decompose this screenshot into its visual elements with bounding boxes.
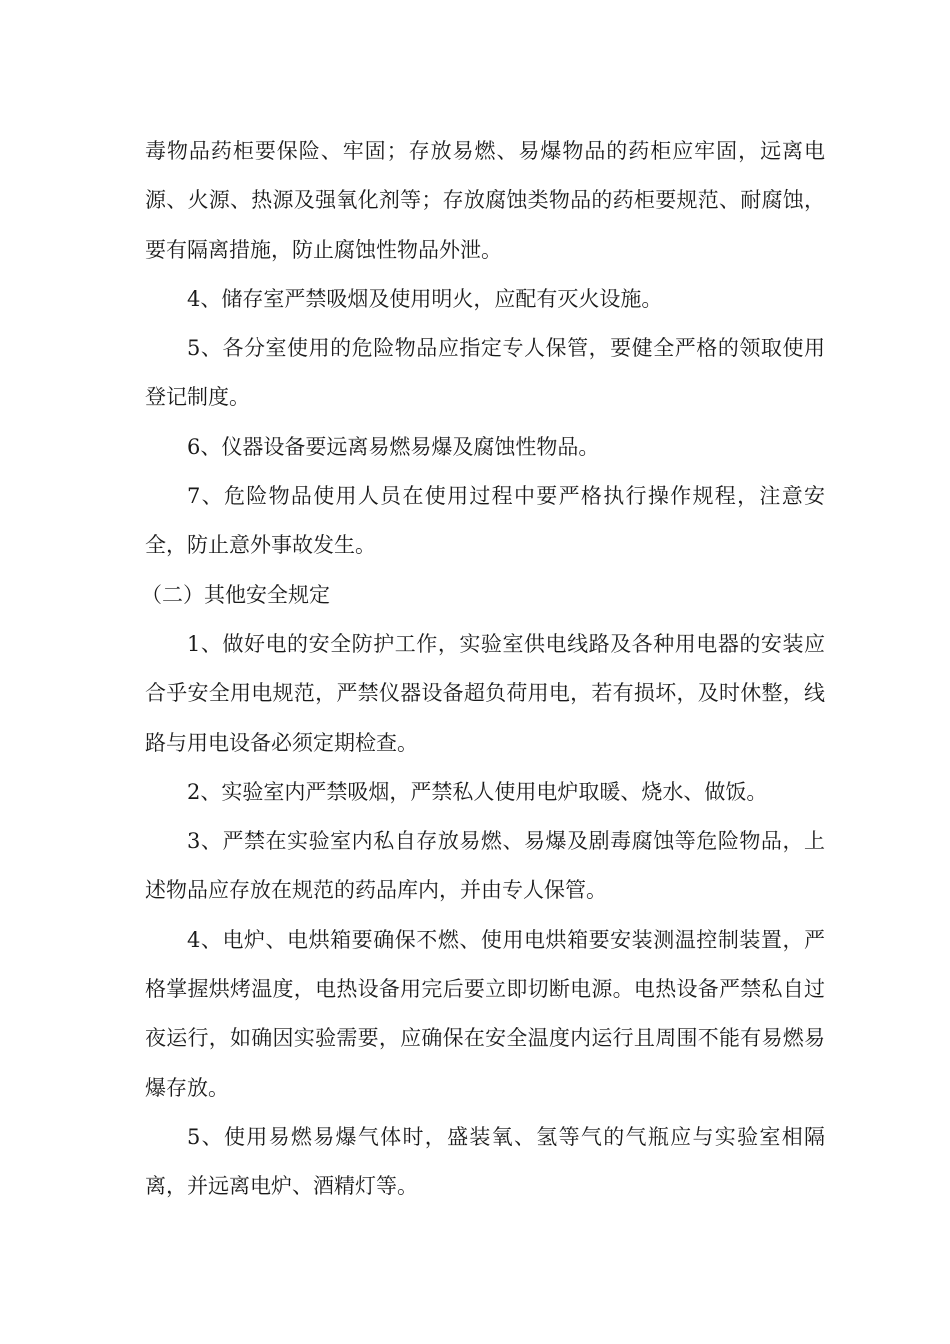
document-body [141, 127, 825, 1212]
section-heading: （二）其他安全规定 [141, 582, 330, 607]
paragraph-item-6: 6、仪器设备要远离易燃易爆及腐蚀性物品。 [187, 434, 600, 459]
paragraph-rule-3: 3、严禁在实验室内私自存放易燃、易爆及剧毒腐蚀等危险物品，上述物品应存放在规范的药品库内，并由专人保管。 [145, 829, 825, 903]
paragraph-continuation: 毒物品药柜要保险、牢固；存放易燃、易爆物品的药柜应牢固，远离电源、火源、热源及强氧化剂等；存放腐蚀类物品的药柜要规范、耐腐蚀，要有隔离措施，防止腐蚀性物品外泄。 [145, 139, 825, 262]
paragraph-item-7: 7、危险物品使用人员在使用过程中要严格执行操作规程，注意安全，防止意外事故发生。 [145, 484, 825, 558]
paragraph-item-4: 4、储存室严禁吸烟及使用明火，应配有灭火设施。 [187, 286, 663, 311]
paragraph-rule-5: 5、使用易燃易爆气体时，盛装氧、氢等气的气瓶应与实验室相隔离，并远离电炉、酒精灯等。 [145, 1124, 825, 1199]
paragraph-rule-2: 2、实验室内严禁吸烟，严禁私人使用电炉取暖、烧水、做饭。 [187, 779, 768, 804]
paragraph-item-5: 5、各分室使用的危险物品应指定专人保管，要健全严格的领取使用登记制度。 [145, 336, 825, 410]
paragraph-rule-1: 1、做好电的安全防护工作，实验室供电线路及各种用电器的安装应合乎安全用电规范，严禁仪器设备超负荷用电，若有损坏，及时休整，线路与用电设备必须定期检查。 [145, 631, 825, 755]
paragraph-rule-4: 4、电炉、电烘箱要确保不燃、使用电烘箱要安装测温控制装置，严格掌握烘烤温度，电热设备用完后要立即切断电源。电热设备严禁私自过夜运行，如确因实验需要，应确保在安全温度内运行且周围不能有易燃易爆存放。 [145, 927, 825, 1100]
